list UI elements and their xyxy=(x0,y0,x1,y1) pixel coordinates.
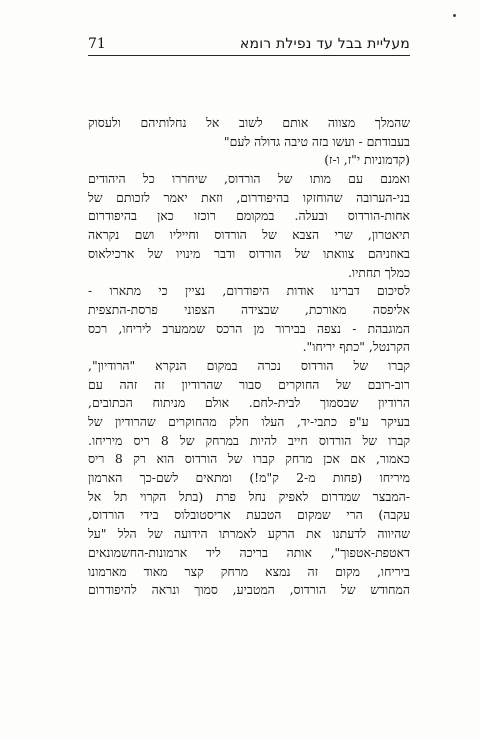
text-line: רוב-רובם של החוקרים סבור שהרודיון זה זהה עם xyxy=(88,376,410,392)
text-line: דאטפת-אטפוך", אותה בריכה ליד ארמונות-החשמונאים xyxy=(88,544,410,560)
text-line: ואמנם עם מותו של הורדוס, שיחררו כל היהודים xyxy=(88,171,410,187)
text-line: לסיכום דברינו אודות היפודרום, נציין כי מתארו - xyxy=(88,283,410,299)
text-line: הרודיון שבסמוך לבית-לחם. אולם מניתוח הכתובים, xyxy=(88,395,410,411)
text-line: מיריחו (פחות מ-2 ק"מ!) ומתאים לשם-כך הארמון xyxy=(88,470,410,486)
text-line: בעבודתם - ועשו בזה טיבה גדולה לעם" xyxy=(223,133,410,149)
text-line: קברו של הורדוס חייב להיות במרחק של 8 ריס מיריחו. xyxy=(88,432,410,448)
text-line: אליפסה מאורכת, שבצידה הצפוני פרסת-התצפית xyxy=(88,301,410,317)
text-line: המוגבהת - נצפה בבירור מן הרכס שממערב ליריחו, רכס xyxy=(88,320,410,336)
text-line: כאמור, אם אכן מרחק קברו של הורדוס הוא רק 8 ריס xyxy=(88,451,410,467)
text-line: -המבצר שמדרום לאפיק נחל פרת (בתל הקרוי תל אל xyxy=(88,488,410,504)
text-line: עקבה) הרי שמקום הטבעת אריסטובלוס בידי הורדוס, xyxy=(88,507,410,523)
text-line: ביריחו, מקום זה נמצא מרחק קצר מאוד מארמונו xyxy=(88,563,410,579)
text-line: כמלך תחתיו. xyxy=(347,264,410,280)
text-line: באוזניהם צוואתו של הורדוס ודבר מינויו של ארכילאוס xyxy=(88,245,410,261)
running-title: מעליית בבל עד נפילת רומא xyxy=(239,36,410,52)
scan-speck xyxy=(453,14,456,17)
text-line: תיאטרון, שרי הצבא של הורדוס וחייליו ושם נקראה xyxy=(88,227,410,243)
text-line: הקרנטל, "כתף יריחו". xyxy=(302,339,410,355)
text-line: (קדמוניות י"ז, ו-ז) xyxy=(324,152,410,168)
text-line: קברו של הורדוס נכרה במקום הנקרא "הרודיון", xyxy=(88,357,410,373)
text-line: שהמלך מצווה אותם לשוב אל נחלותיהם ולעסוק xyxy=(88,115,410,130)
text-line: המחודש של הורדוס, המטביע, סמוך ונראה להיפודרום xyxy=(88,582,410,598)
text-line: בעיקר ע"פ כתבי-יד, העלו חלק מהחוקרים שהרודיון של xyxy=(88,414,410,429)
text-line: אחות-הורדוס ובעלה. במקומם רוכזו כאן בהיפודרום xyxy=(88,208,410,224)
page-header xyxy=(88,22,410,56)
page-number: 71 xyxy=(88,36,106,52)
text-line: שהיווה לדעתנו את הרקע לאמרתו הידועה של הלל "על xyxy=(88,526,410,542)
text-line: בני-הערובה שהוחזקו בהיפודרום, וזאת יאמר לזכותם של xyxy=(88,189,410,205)
body-text xyxy=(88,114,410,600)
